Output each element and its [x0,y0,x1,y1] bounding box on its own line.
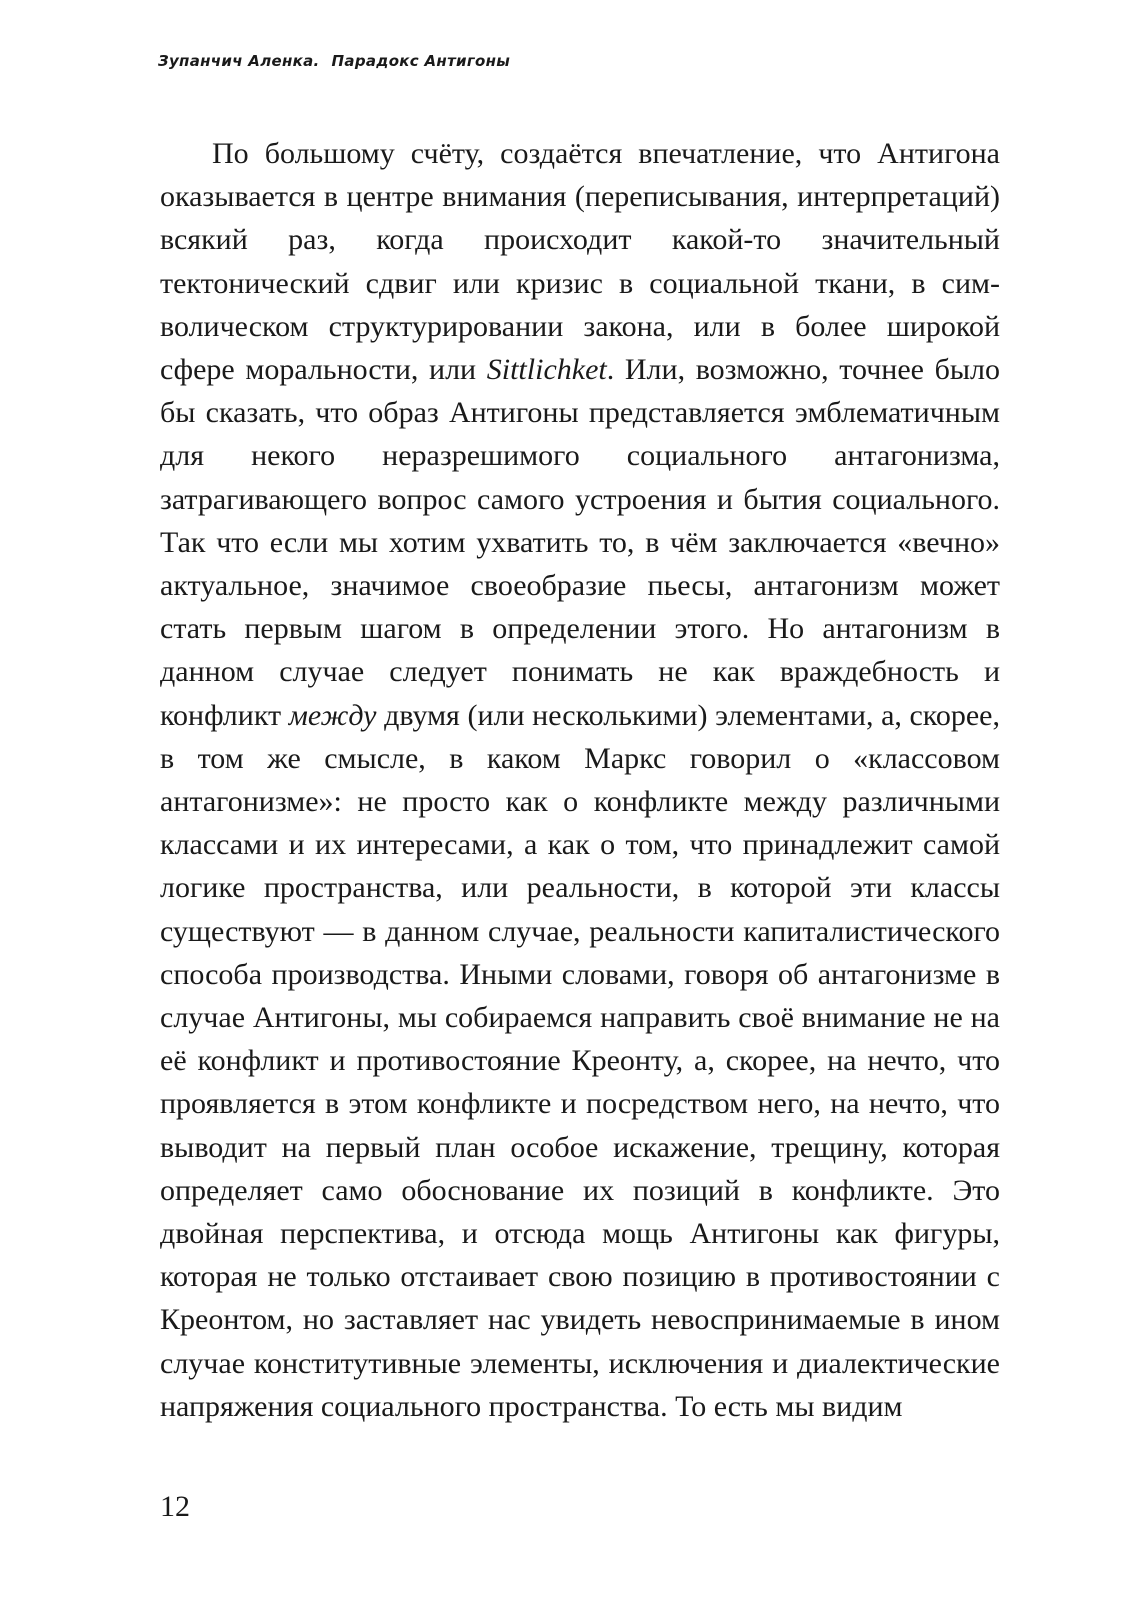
body-segment-italic: между [288,698,377,732]
body-segment: . Или, возможно, точнее было бы сказать, что образ Антигоны представляется эмблематичным для некого неразрешимого социального антагонизма, затрагивающего вопрос самого устроения и бытия социального. Так что если мы хотим ухватить то, в чём заключается «вечно» актуальное, значимое своеобразие пьесы, антагонизм может стать первым шагом в определении этого. Но антагонизм в данном случае следует понимать не как враждебность и конфликт [160,353,1000,732]
body-segment: По большому счёту, создаётся впечатление, что Антигона оказывается в центре внимания (переписывания, интерпретаций) всякий раз, когда происходит какой-то значительный тектонический сдвиг или кризис в социальной ткани, в символическом структурировании закона, или в более широкой сфере моральности, или [160,137,1000,387]
body-segment-italic: Sittlichket [486,353,607,387]
header-author: Зупанчич Аленка. [158,52,320,70]
body-segment: двумя (или несколькими) элементами, а, скорее, в том же смысле, в каком Маркс говорил о «классовом антагонизме»: не просто как о конфликте между различными классами и их интересами, а как о том, что принадлежит самой логике пространства, или реальности, в которой эти классы существуют — в данном случае, реальности капиталистического способа производства. Иными словами, говоря об антагонизме в случае Антигоны, мы собираемся направить своё внимание не на её конфликт и противостояние Креонту, а, скорее, на нечто, что проявляется в этом конфликте и посредством него, на нечто, что выводит на первый план особое искажение, трещину, которая определяет само обоснование их позиций в конфликте. Это двойная перспектива, и отсюда мощь Антигоны как фигуры, которая не только отстаивает свою позицию в противостоянии с Креонтом, но заставляет нас увидеть невоспринимаемые в ином случае конститутивные элементы, исключения и диалектические напряжения социального пространства. То есть мы видим [160,698,1000,1423]
page-number: 12 [160,1490,190,1523]
running-header [158,52,510,70]
header-title: Парадокс Антигоны [331,52,511,70]
body-paragraph [160,132,1000,1428]
